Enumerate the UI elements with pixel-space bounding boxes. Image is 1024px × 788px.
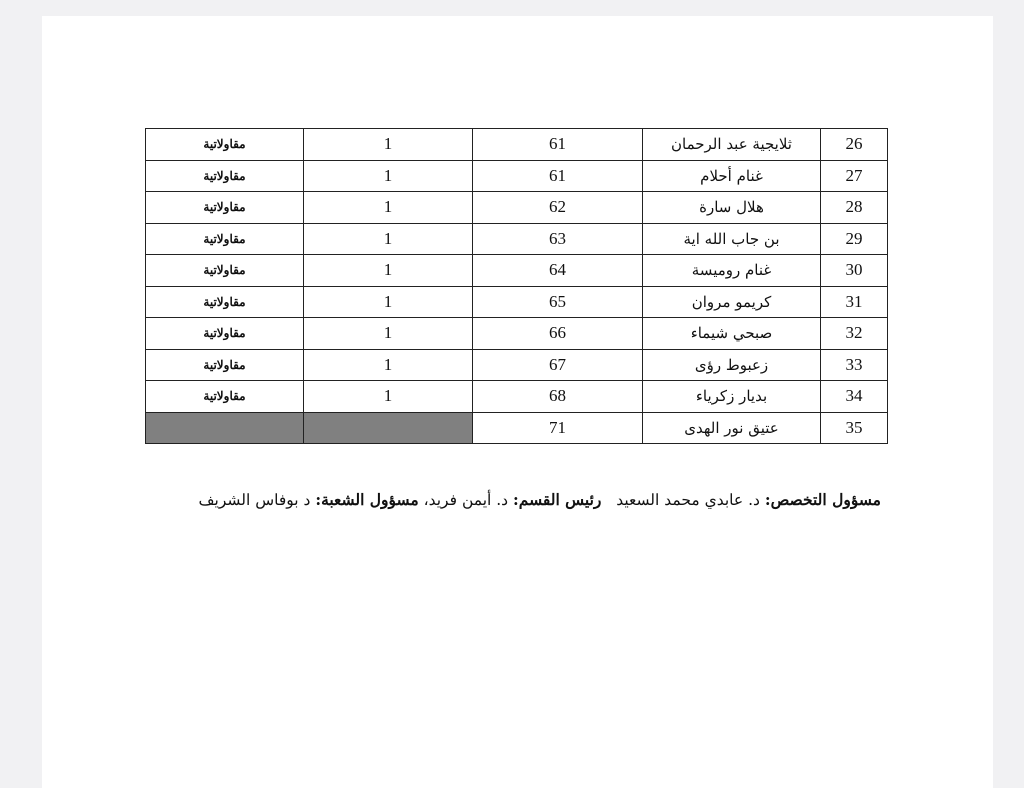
table-row: [146, 318, 888, 350]
specialty-cell: مقاولاتية: [146, 255, 304, 287]
row-number-cell: 35: [821, 412, 888, 444]
student-name-cell: بن جاب الله اية: [643, 223, 821, 255]
branch-officer-label: مسؤول الشعبة:: [315, 490, 419, 509]
signatures-line: [199, 490, 882, 509]
student-name-cell: غنام روميسة: [643, 255, 821, 287]
count-cell: 1: [304, 160, 473, 192]
score-cell: 68: [473, 381, 643, 413]
row-number-cell: 28: [821, 192, 888, 224]
table-row: [146, 223, 888, 255]
score-cell: 62: [473, 192, 643, 224]
score-cell: 63: [473, 223, 643, 255]
students-table: [145, 128, 888, 444]
student-name-cell: غنام أحلام: [643, 160, 821, 192]
score-cell: 67: [473, 349, 643, 381]
table-row: [146, 412, 888, 444]
table-row: [146, 349, 888, 381]
count-cell: 1: [304, 381, 473, 413]
specialty-officer-label: مسؤول التخصص:: [764, 490, 881, 509]
specialty-cell: [146, 412, 304, 444]
specialty-officer-name: د. عابدي محمد السعيد: [616, 491, 760, 509]
branch-officer-name: د بوفاس الشريف: [198, 491, 311, 509]
count-cell: 1: [304, 192, 473, 224]
table-row: [146, 286, 888, 318]
student-name-cell: كريمو مروان: [643, 286, 821, 318]
document-page: [42, 16, 993, 788]
student-name-cell: هلال سارة: [643, 192, 821, 224]
specialty-cell: مقاولاتية: [146, 381, 304, 413]
student-name-cell: بديار زكرياء: [643, 381, 821, 413]
row-number-cell: 31: [821, 286, 888, 318]
count-cell: 1: [304, 318, 473, 350]
score-cell: 66: [473, 318, 643, 350]
score-cell: 65: [473, 286, 643, 318]
student-name-cell: ثلايجية عبد الرحمان: [643, 129, 821, 161]
department-head-label: رئيس القسم:: [513, 490, 602, 509]
score-cell: 61: [473, 160, 643, 192]
specialty-cell: مقاولاتية: [146, 286, 304, 318]
specialty-cell: مقاولاتية: [146, 160, 304, 192]
table-row: [146, 192, 888, 224]
table-row: [146, 381, 888, 413]
count-cell: 1: [304, 286, 473, 318]
count-cell: 1: [304, 223, 473, 255]
row-number-cell: 29: [821, 223, 888, 255]
score-cell: 61: [473, 129, 643, 161]
count-cell: 1: [304, 129, 473, 161]
row-number-cell: 32: [821, 318, 888, 350]
student-name-cell: صبحي شيماء: [643, 318, 821, 350]
row-number-cell: 33: [821, 349, 888, 381]
specialty-cell: مقاولاتية: [146, 318, 304, 350]
specialty-cell: مقاولاتية: [146, 192, 304, 224]
specialty-cell: مقاولاتية: [146, 349, 304, 381]
row-number-cell: 26: [821, 129, 888, 161]
score-cell: 71: [473, 412, 643, 444]
specialty-cell: مقاولاتية: [146, 223, 304, 255]
department-head-name: د. أيمن فريد،: [423, 491, 509, 509]
count-cell: 1: [304, 349, 473, 381]
count-cell: [304, 412, 473, 444]
row-number-cell: 34: [821, 381, 888, 413]
table-row: [146, 129, 888, 161]
table-row: [146, 160, 888, 192]
table-row: [146, 255, 888, 287]
student-name-cell: زعبوط رؤى: [643, 349, 821, 381]
specialty-cell: مقاولاتية: [146, 129, 304, 161]
count-cell: 1: [304, 255, 473, 287]
row-number-cell: 27: [821, 160, 888, 192]
students-table-body: [146, 129, 888, 444]
student-name-cell: عتيق نور الهدى: [643, 412, 821, 444]
score-cell: 64: [473, 255, 643, 287]
row-number-cell: 30: [821, 255, 888, 287]
